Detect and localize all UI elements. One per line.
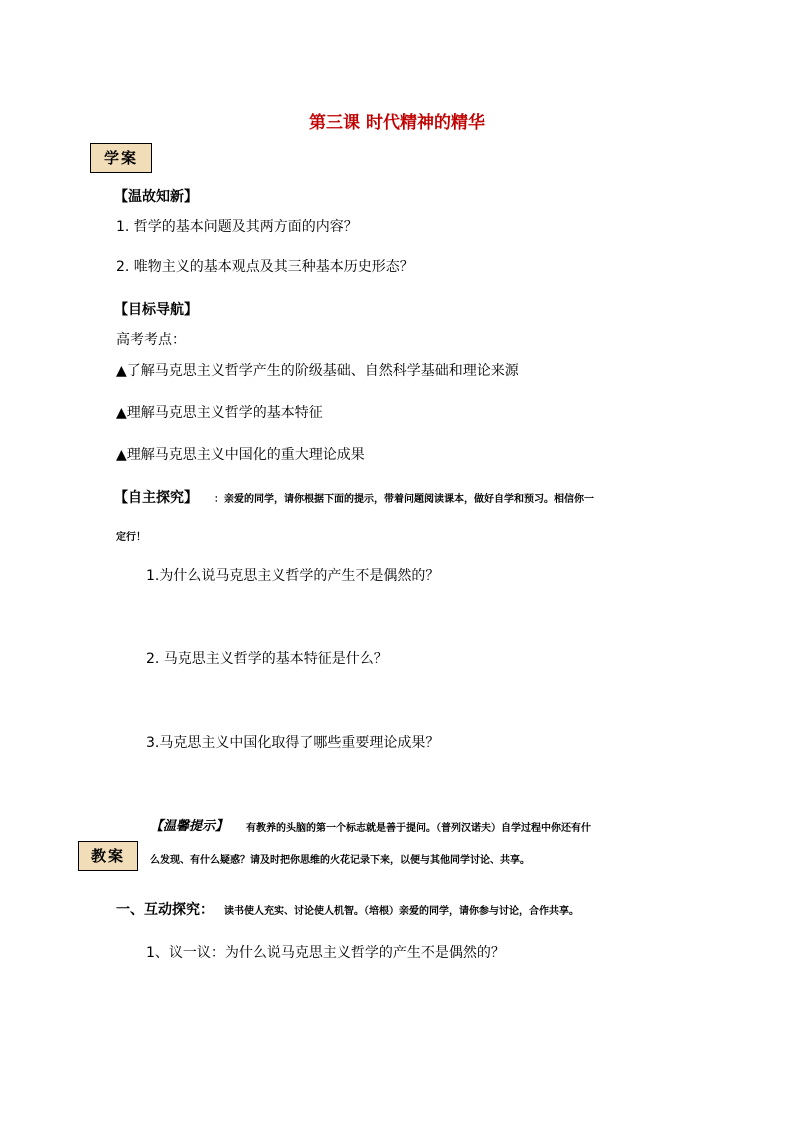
interactive-heading: 一、互动探究： xyxy=(116,902,214,918)
goal-item-1: ▲了解马克思主义哲学产生的阶级基础、自然科学基础和理论来源 xyxy=(116,363,519,379)
explore-question-2: 2. 马克思主义哲学的基本特征是什么？ xyxy=(146,651,388,667)
explore-intro: ：亲爱的同学，请你根据下面的提示，带着问题阅读课本，做好自学和预习。相信你一 xyxy=(214,494,594,505)
explore-intro-continued: 定行！ xyxy=(116,532,146,543)
goals-subheading: 高考考点： xyxy=(116,332,186,348)
explore-heading: 【自主探究】 xyxy=(114,490,198,506)
review-question-1: 1. 哲学的基本问题及其两方面的内容？ xyxy=(116,219,358,235)
interactive-question-1: 1、议一议：为什么说马克思主义哲学的产生不是偶然的？ xyxy=(146,945,505,961)
tip-label: 【温馨提示】 xyxy=(150,819,229,834)
page-title: 第三课 时代精神的精华 xyxy=(309,113,485,133)
interactive-text: 读书使人充实、讨论使人机智。（培根）亲爱的同学，请你参与讨论，合作共享。 xyxy=(224,906,579,917)
explore-question-3: 3.马克思主义中国化取得了哪些重要理论成果？ xyxy=(146,735,440,751)
xuean-tag: 学案 xyxy=(90,143,152,173)
tip-line-1: 有教养的头脑的第一个标志就是善于提问。（普列汉诺夫）自学过程中你还有什 xyxy=(246,823,591,834)
explore-question-1: 1.为什么说马克思主义哲学的产生不是偶然的？ xyxy=(146,568,440,584)
jiaoan-tag: 教案 xyxy=(78,841,138,871)
goals-heading: 【目标导航】 xyxy=(114,302,198,318)
tip-line-2: 么发现、有什么疑惑？请及时把你思维的火花记录下来，以便与其他同学讨论、共享。 xyxy=(150,855,530,866)
review-heading: 【温故知新】 xyxy=(114,189,198,205)
goal-item-3: ▲理解马克思主义中国化的重大理论成果 xyxy=(116,447,365,463)
review-question-2: 2. 唯物主义的基本观点及其三种基本历史形态？ xyxy=(116,259,414,275)
goal-item-2: ▲理解马克思主义哲学的基本特征 xyxy=(116,405,323,421)
